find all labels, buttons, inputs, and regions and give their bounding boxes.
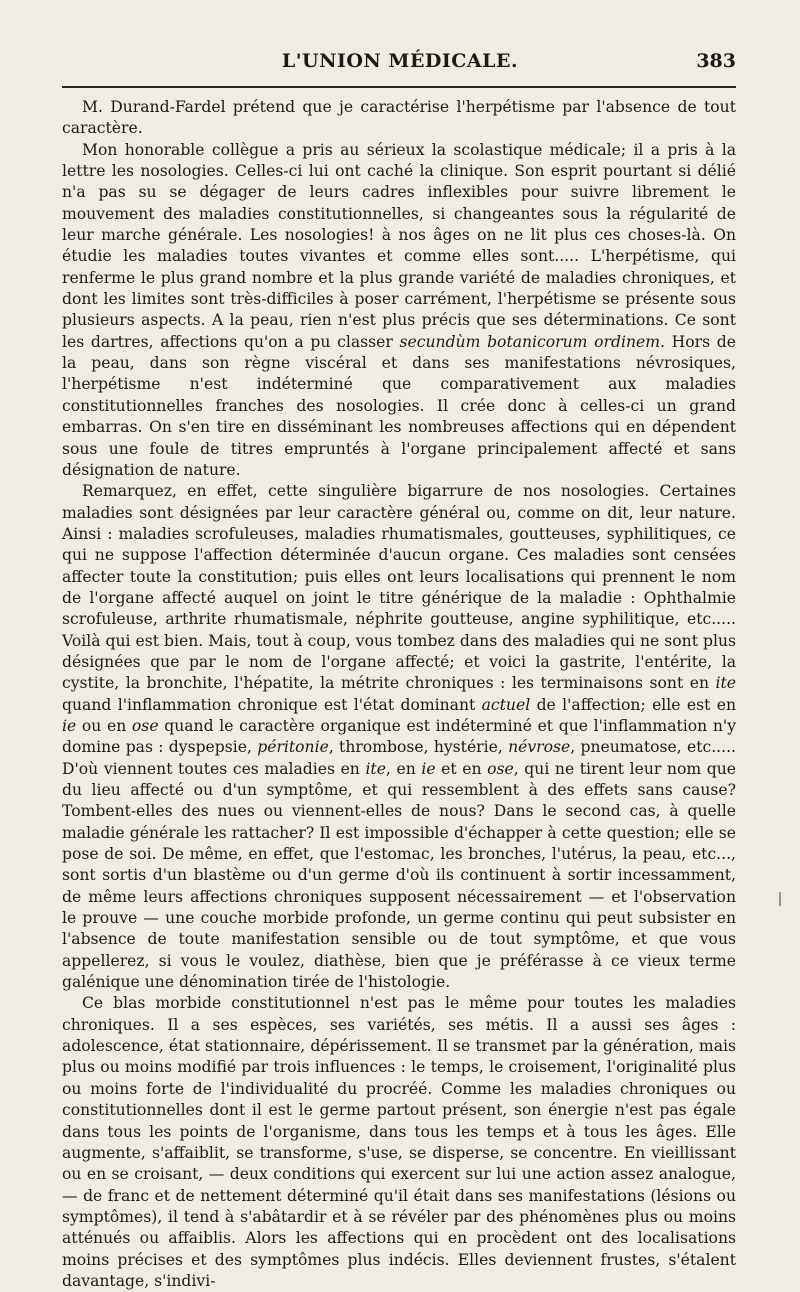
text-run: Mon honorable collègue a pris au sérieux la scolastique médicale; il a pris à la lettre les nosologies. Celles-ci lui ont caché la clinique. Son esprit pourtant si délié n'a pas su se dégager de leurs cadres inflexibles pour suivre librement le mouvement des maladies constitutionnelles, si changeantes sous la régularité de leur marche générale. Les nosologies! à nos âges on ne lit plus ces choses-là. On étudie les maladies toutes vivantes et comme elles sont..... L'herpétisme, qui renferme le plus grand nombre et la plus grande variété de maladies chroniques, et dont les limites sont très-difficiles à poser carrément, l'herpétisme se présente sous plusieurs aspects. A la peau, rien n'est plus précis que ses déterminations. Ce sont les dartres, affections qu'on a pu classer <box>62 140 736 351</box>
italic-term: secundùm botanicorum ordinem <box>399 332 661 351</box>
text-run: quand le caractère organique est indéterminé et que l'inflammation n'y domine pas : dyspepsie, <box>62 716 737 757</box>
page-number: 383 <box>696 50 736 72</box>
italic-term: ite <box>715 674 736 693</box>
text-run: , pneumatose, etc..... D'où viennent toutes ces maladies en <box>62 738 736 778</box>
text-run: . Hors de la peau, dans son règne viscéral et dans ses manifestations névrosiques, l'herpétisme n'est indéterminé que comparativement aux maladies constitutionnelles franches des nosologies. Il crée donc à celles-ci un grand embarras. On s'en tire en disséminant les nombreuses affections qui en dépendent sous une foule de titres empruntés à l'organe principalement affecté et sans désignation de nature. <box>62 332 737 479</box>
text-run: Ce blas morbide constitutionnel n'est pas le même pour toutes les maladies chroniques. Il a ses espèces, ses variétés, ses métis. Il a aussi ses âges : adolescence, état stationnaire, dépérissement. Il se transmet par la génération, mais plus ou moins modifié par trois influences : le temps, le croisement, l'originalité plus ou moins forte de l'individualité du procréé. Comme les maladies chroniques ou constitutionnelles dont il est le germe partout présent, son énergie n'est pas égale dans tous les points de l'organisme, dans tous les temps et à tous les âges. Elle augmente, s'affaiblit, se transforme, s'use, se disperse, se concentre. En vieillissant ou en se croisant, — deux conditions qui exercent sur lui une action assez analogue, — de franc et de nettement déterminé qu'il était dans ses manifestations (lésions ou symptômes), il tend à s'abâtardir et à se révéler par des phénomènes plus ou moins atténués ou affaiblis. Alors les affections qui en procèdent ont des localisations moins précises et des symptômes plus indécis. Elles deviennent frustes, s'étalent davantage, s'indivi- <box>62 994 736 1290</box>
text-run: , en <box>385 759 422 778</box>
text-run: , qui ne tirent leur nom que du lieu affecté ou d'un symptôme, et qui ressemblent à des effets sans cause? Tombent-elles des nues ou viennent-elles de nous? Dans le second cas, à quelle maladie générale les rattacher? Il est impossible d'échapper à cette question; elle se pose de soi. De même, en effet, que l'estomac, les bronches, l'utérus, la peau, etc..., sont sortis d'un blastème ou d'un germe d'où ils continuent à sortir incessamment, de même leurs affections chroniques supposent nécessairement — et l'observation le prouve — une couche morbide profonde, un germe continu qui peut subsister en l'absence de toute manifestation sensible ou de tout symptôme, et que vous appellerez, si vous le voulez, diathèse, bien que je préférasse à ce vieux terme galénique une dénomination tirée de l'histologie. <box>62 759 736 992</box>
text-run: Remarquez, en effet, cette singulière bigarrure de nos nosologies. Certaines maladies sont désignées par leur caractère général ou, comme on dit, leur nature. Ainsi : maladies scrofuleuses, maladies rhumatismales, goutteuses, syphilitiques, ce qui ne suppose l'affection déterminée d'aucun organe. Ces maladies sont censées affecter toute la constitution; puis elles ont leurs localisations qui prennent le nom de l'organe affecté auquel on joint le titre générique de la maladie : Ophthalmie scrofuleuse, arthrite rhumatismale, néphrite goutteuse, angine syphilitique, etc..... Voilà qui est bien. Mais, tout à coup, vous tombez dans des maladies qui ne sont plus désignées que par le nom de l'organe affecté; et voici la gastrite, l'entérite, la cystite, la bronchite, l'hépatite, la métrite chroniques : les terminaisons sont en <box>62 482 736 693</box>
italic-term: ie <box>62 716 77 735</box>
text-run: quand l'inflammation chronique est l'état dominant <box>62 695 482 714</box>
body-text <box>62 97 736 1292</box>
header-rule <box>62 86 736 88</box>
text-run: de l'affection; elle est en <box>530 695 736 714</box>
italic-term: névrose <box>508 738 571 757</box>
running-title: L'UNION MÉDICALE. <box>281 50 519 72</box>
paragraph <box>62 97 736 140</box>
text-run: , thrombose, hystérie, <box>328 738 509 757</box>
paragraph <box>62 993 736 1292</box>
italic-term: ite <box>365 759 386 778</box>
italic-term: ose <box>131 716 159 735</box>
text-run: ou en <box>76 716 132 735</box>
text-run: et en <box>435 759 488 778</box>
text-run: M. Durand-Fardel prétend que je caractérise l'herpétisme par l'absence de tout caractère. <box>62 98 736 138</box>
italic-term: ie <box>421 759 436 778</box>
paragraph <box>62 481 736 993</box>
margin-mark <box>779 892 781 906</box>
italic-term: ose <box>487 759 514 778</box>
italic-term: péritonie <box>257 738 329 757</box>
page-header <box>62 50 738 84</box>
italic-term: actuel <box>481 695 531 714</box>
paragraph <box>62 140 736 482</box>
